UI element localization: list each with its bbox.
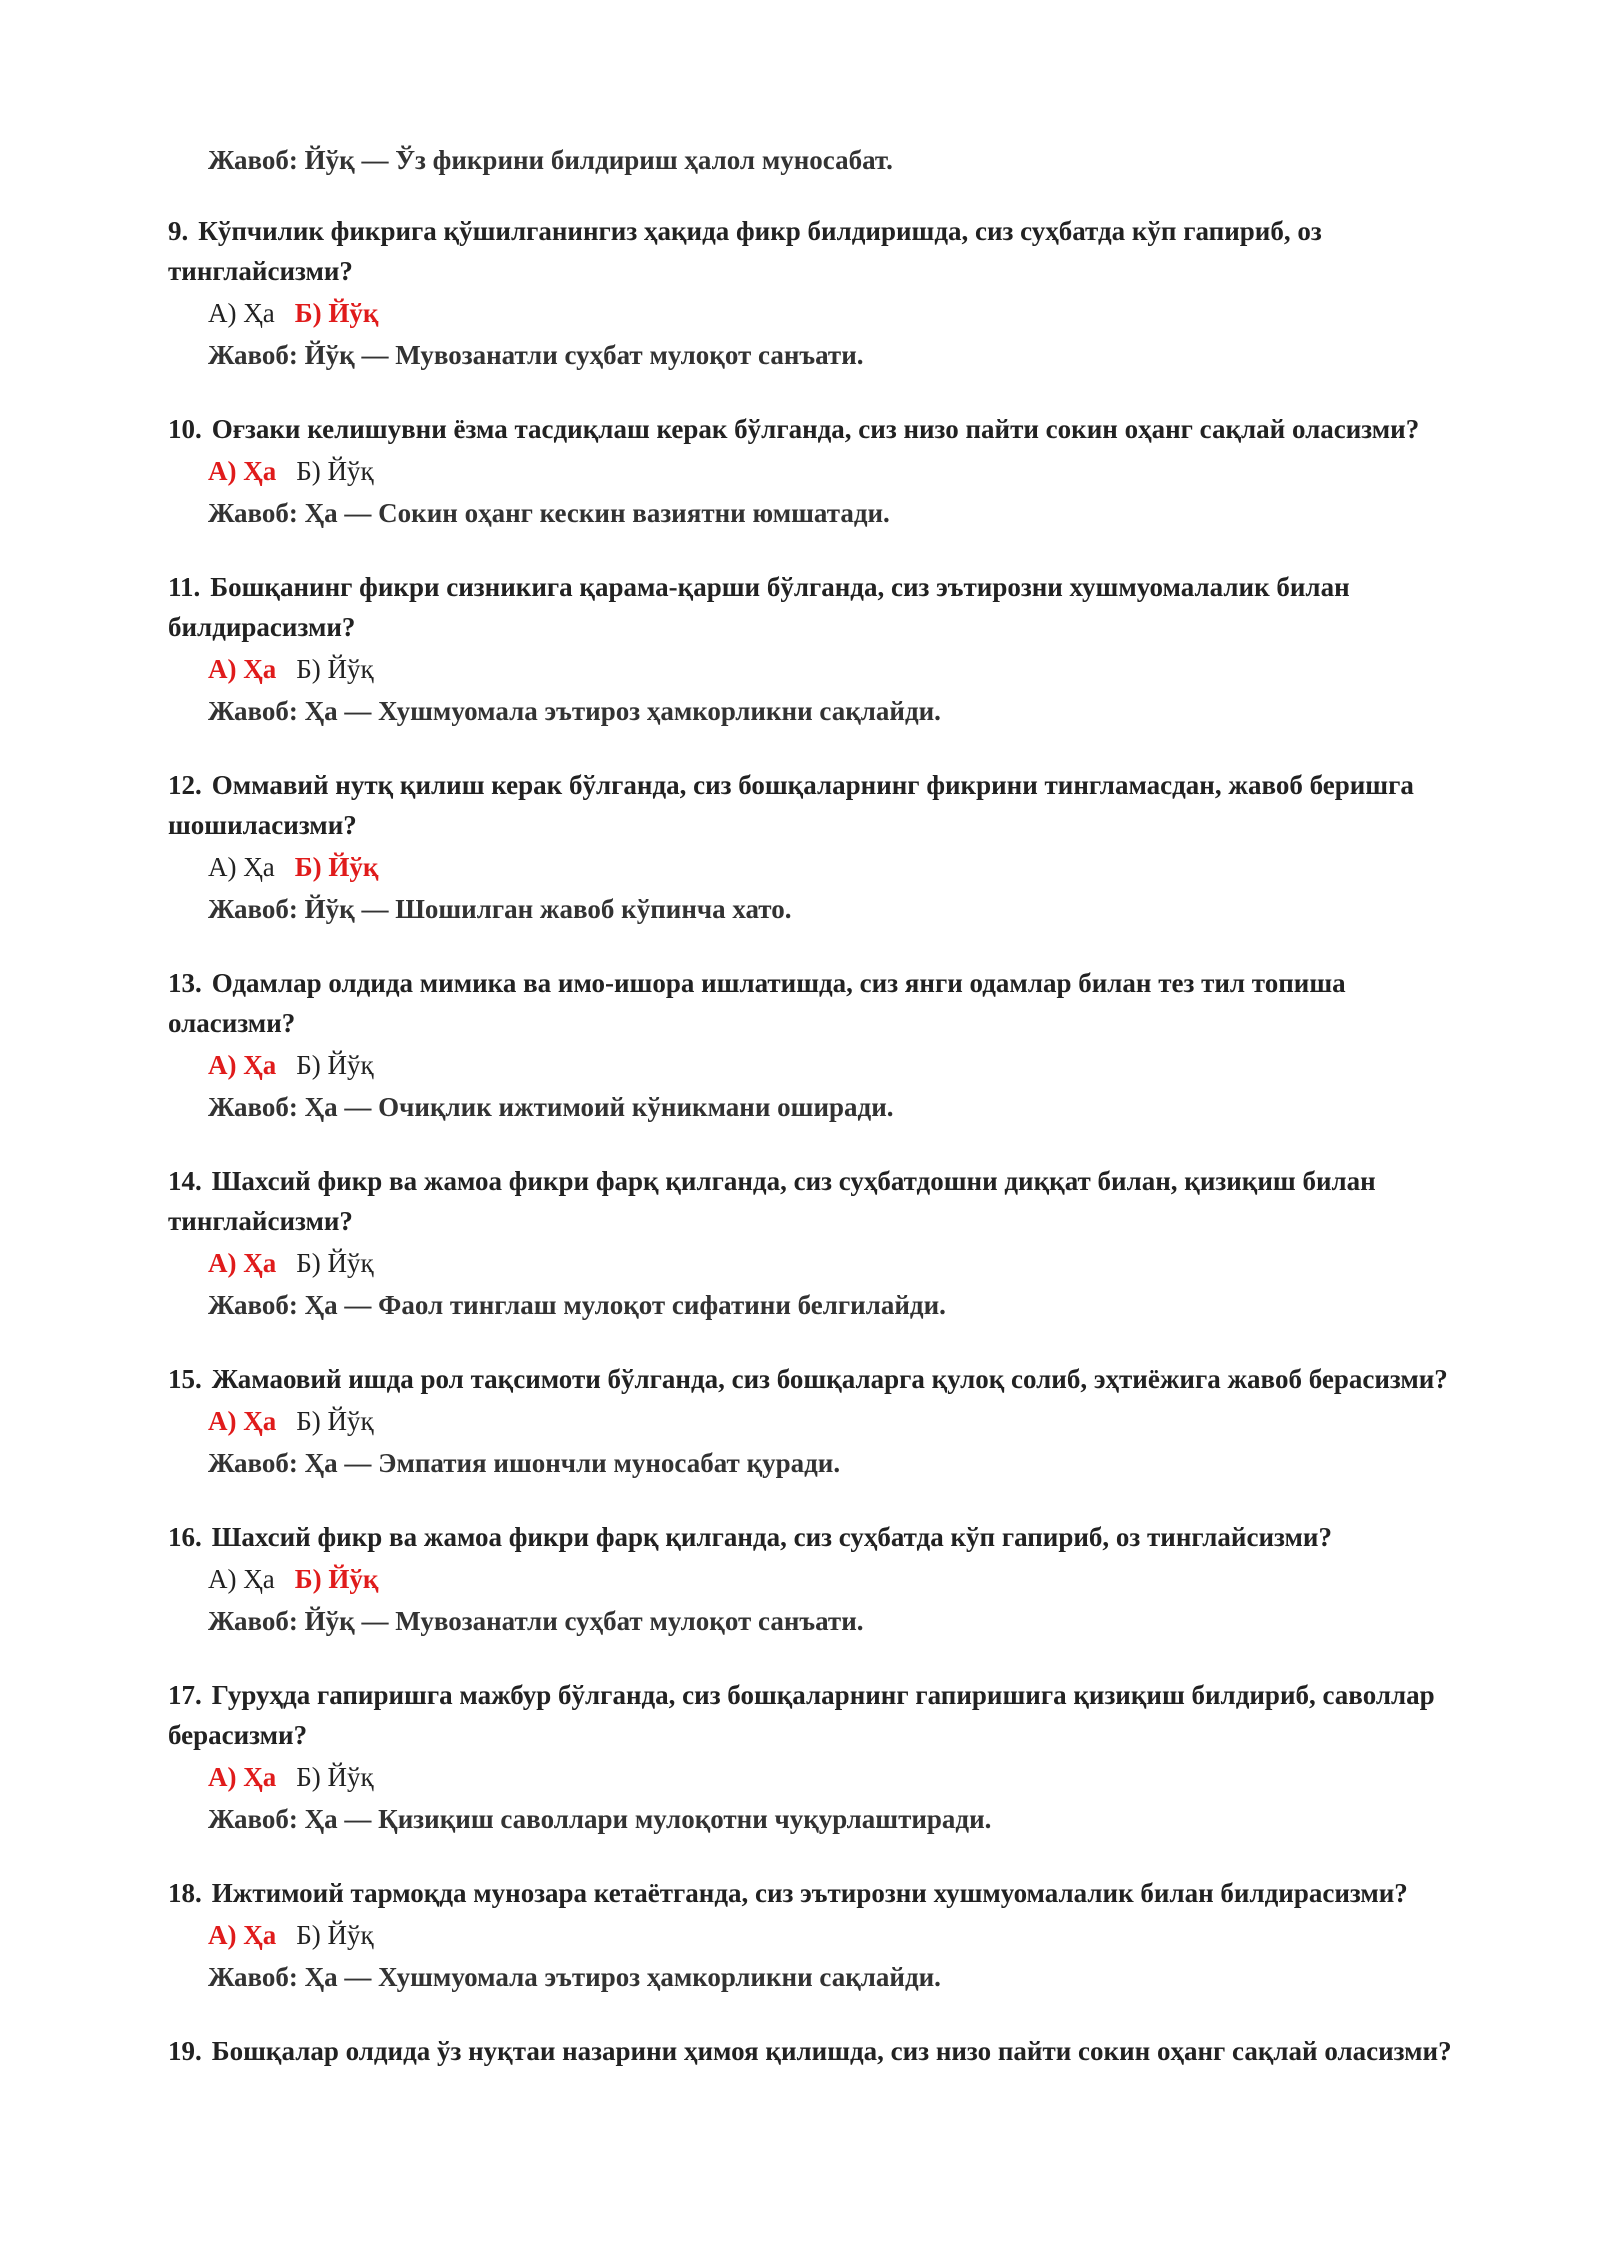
question-body: Жамаовий ишда рол тақсимоти бўлганда, сиз бошқаларга қулоқ солиб, эҳтиёжига жавоб берасизми?	[211, 1364, 1448, 1394]
question-body: Шахсий фикр ва жамоа фикри фарқ қилганда, сиз суҳбатдошни диққат билан, қизиқиш билан тинглайсизми?	[168, 1166, 1376, 1236]
answer-options	[208, 847, 1470, 887]
option-b[interactable]: Б) Йўқ	[296, 1248, 374, 1278]
question-text	[168, 567, 1470, 647]
question-text	[168, 1675, 1470, 1755]
question-item	[168, 1161, 1470, 1325]
answer-explanation: Жавоб: Йўқ — Мувозанатли суҳбат мулоқот санъати.	[208, 340, 864, 370]
question-item	[168, 409, 1470, 533]
question-number: 10.	[168, 414, 202, 444]
answer-options	[208, 293, 1470, 333]
question-text	[168, 765, 1470, 845]
option-b[interactable]: Б) Йўқ	[296, 456, 374, 486]
answer-options	[208, 1915, 1470, 1955]
question-text	[168, 1359, 1470, 1399]
question-number: 9.	[168, 216, 189, 246]
answer-explanation: Жавоб: Ҳа — Хушмуомала эътироз ҳамкорликни сақлайди.	[208, 696, 941, 726]
question-text	[168, 409, 1470, 449]
option-b[interactable]: Б) Йўқ	[294, 298, 379, 328]
question-body: Ижтимоий тармоқда мунозара кетаётганда, сиз эътирозни хушмуомалалик билан билдирасизми?	[211, 1878, 1408, 1908]
question-item	[168, 2031, 1470, 2071]
question-body: Кўпчилик фикрига қўшилганингиз ҳақида фикр билдиришда, сиз суҳбатда кўп гапириб, оз тинглайсизми?	[168, 216, 1322, 286]
question-text	[168, 1161, 1470, 1241]
option-b[interactable]: Б) Йўқ	[294, 852, 379, 882]
question-number: 16.	[168, 1522, 202, 1552]
question-item	[168, 1517, 1470, 1641]
question-number: 13.	[168, 968, 202, 998]
question-body: Бошқанинг фикри сизникига қарама-қарши бўлганда, сиз эътирозни хушмуомалалик билан билдирасизми?	[168, 572, 1350, 642]
question-text	[168, 211, 1470, 291]
answer-explanation: Жавоб: Ҳа — Эмпатия ишончли муносабат қуради.	[208, 1448, 841, 1478]
question-list	[168, 211, 1470, 2071]
answer-explanation: Жавоб: Йўқ — Мувозанатли суҳбат мулоқот санъати.	[208, 1606, 864, 1636]
option-a[interactable]: А) Ҳа	[208, 852, 275, 882]
option-b[interactable]: Б) Йўқ	[296, 1050, 374, 1080]
question-item	[168, 765, 1470, 929]
question-body: Оммавий нутқ қилиш керак бўлганда, сиз бошқаларнинг фикрини тингламасдан, жавоб беришга шошиласизми?	[168, 770, 1414, 840]
answer-explanation: Жавоб: Ҳа — Фаол тинглаш мулоқот сифатини белгилайди.	[208, 1290, 946, 1320]
option-a[interactable]: А) Ҳа	[208, 654, 277, 684]
question-text	[168, 1873, 1470, 1913]
question-item	[168, 1873, 1470, 1997]
answer-explanation: Жавоб: Йўқ — Шошилган жавоб кўпинча хато.	[208, 894, 792, 924]
question-item	[168, 567, 1470, 731]
question-body: Оғзаки келишувни ёзма тасдиқлаш керак бўлганда, сиз низо пайти сокин оҳанг сақлай оласизми?	[211, 414, 1420, 444]
question-item	[168, 1359, 1470, 1483]
answer-options	[208, 1243, 1470, 1283]
option-b[interactable]: Б) Йўқ	[296, 654, 374, 684]
top-answer: Жавоб: Йўқ — Ўз фикрини билдириш ҳалол муносабат.	[208, 145, 893, 175]
option-a[interactable]: А) Ҳа	[208, 1920, 277, 1950]
question-text	[168, 2031, 1470, 2071]
option-a[interactable]: А) Ҳа	[208, 456, 277, 486]
option-a[interactable]: А) Ҳа	[208, 1248, 277, 1278]
answer-explanation: Жавоб: Ҳа — Хушмуомала эътироз ҳамкорликни сақлайди.	[208, 1962, 941, 1992]
question-number: 14.	[168, 1166, 202, 1196]
option-b[interactable]: Б) Йўқ	[296, 1920, 374, 1950]
question-item	[168, 1675, 1470, 1839]
option-a[interactable]: А) Ҳа	[208, 298, 275, 328]
question-number: 18.	[168, 1878, 202, 1908]
option-b[interactable]: Б) Йўқ	[296, 1406, 374, 1436]
answer-options	[208, 451, 1470, 491]
option-b[interactable]: Б) Йўқ	[294, 1564, 379, 1594]
question-body: Шахсий фикр ва жамоа фикри фарқ қилганда, сиз суҳбатда кўп гапириб, оз тинглайсизми?	[211, 1522, 1332, 1552]
question-item	[168, 211, 1470, 375]
option-b[interactable]: Б) Йўқ	[296, 1762, 374, 1792]
question-number: 15.	[168, 1364, 202, 1394]
answer-options	[208, 649, 1470, 689]
answer-options	[208, 1401, 1470, 1441]
answer-options	[208, 1559, 1470, 1599]
question-body: Бошқалар олдида ўз нуқтаи назарини ҳимоя қилишда, сиз низо пайти сокин оҳанг сақлай оласизми?	[211, 2036, 1452, 2066]
option-a[interactable]: А) Ҳа	[208, 1564, 275, 1594]
answer-options	[208, 1045, 1470, 1085]
option-a[interactable]: А) Ҳа	[208, 1050, 277, 1080]
question-text	[168, 1517, 1470, 1557]
question-body: Гуруҳда гапиришга мажбур бўлганда, сиз бошқаларнинг гапиришига қизиқиш билдириб, саволлар берасизми?	[168, 1680, 1435, 1750]
question-item	[168, 963, 1470, 1127]
question-text	[168, 963, 1470, 1043]
question-number: 11.	[168, 572, 201, 602]
question-number: 12.	[168, 770, 202, 800]
answer-options	[208, 1757, 1470, 1797]
answer-explanation: Жавоб: Ҳа — Очиқлик ижтимоий кўникмани оширади.	[208, 1092, 894, 1122]
question-body: Одамлар олдида мимика ва имо-ишора ишлатишда, сиз янги одамлар билан тез тил топиша оласизми?	[168, 968, 1346, 1038]
answer-explanation: Жавоб: Ҳа — Қизиқиш саволлари мулоқотни чуқурлаштиради.	[208, 1804, 992, 1834]
question-number: 19.	[168, 2036, 202, 2066]
option-a[interactable]: А) Ҳа	[208, 1762, 277, 1792]
option-a[interactable]: А) Ҳа	[208, 1406, 277, 1436]
question-number: 17.	[168, 1680, 202, 1710]
answer-explanation: Жавоб: Ҳа — Сокин оҳанг кескин вазиятни юмшатади.	[208, 498, 890, 528]
